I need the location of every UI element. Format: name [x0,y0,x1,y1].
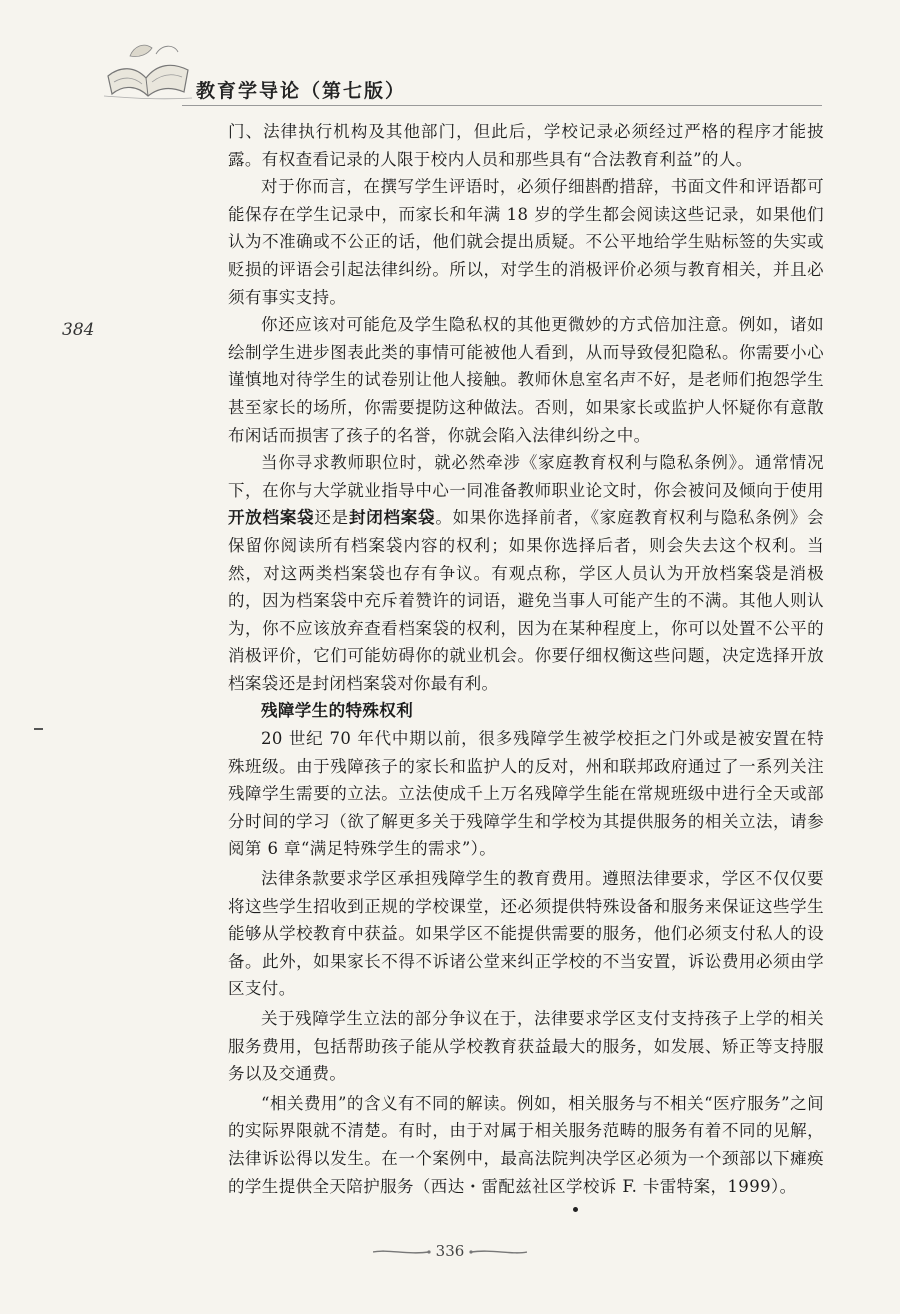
open-book-logo-icon [100,36,195,104]
left-ornament-icon [373,1248,431,1256]
body-text [228,118,824,1200]
paragraph-text: 还是 [314,508,349,528]
paragraph: 门、法律执行机构及其他部门，但此后，学校记录必须经过严格的程序才能披露。有权查看记录的人限于校内人员和那些具有“合法教育利益”的人。 [228,122,824,169]
print-speck [573,1207,578,1212]
paragraph-with-terms [228,449,824,697]
paragraph: 20 世纪 70 年代中期以前，很多残障学生被学校拒之门外或是被安置在特殊班级。由于残障孩子的家长和监护人的反对，州和联邦政府通过了一系列关注残障学生需要的立法。立法使成千上万名残障学生能在常规班级中进行全天或部分时间的学习（欲了解更多关于残障学生和学校为其提供服务的相关立法，请参阅第 6 章“满足特殊学生的需求”）。 [228,729,824,859]
right-ornament-icon [469,1248,527,1256]
paragraph: “相关费用”的含义有不同的解读。例如，相关服务与不相关“医疗服务”之间的实际界限就不清楚。有时，由于对属于相关服务范畴的服务有着不同的见解，法律诉讼得以发生。在一个案例中，最高法院判决学区必须为一个颈部以下瘫痪的学生提供全天陪护服务（西达・雷配兹社区学校诉 F. 卡雷特案，1999）。 [228,1093,824,1196]
paragraph: 你还应该对可能危及学生隐私权的其他更微妙的方式倍加注意。例如，诸如绘制学生进步图表此类的事情可能被他人看到，从而导致侵犯隐私。你需要小心谨慎地对待学生的试卷别让他人接触。教师休息室名声不好，是老师们抱怨学生甚至家长的场所，你需要提防这种做法。否则，如果家长或监护人怀疑你有意散布闲话而损害了孩子的名誉，你就会陷入法律纠纷之中。 [228,315,824,445]
paragraph: 关于残障学生立法的部分争议在于，法律要求学区支付支持孩子上学的相关服务费用，包括帮助孩子能从学校教育获益最大的服务，如发展、矫正等支持服务以及交通费。 [228,1009,824,1084]
running-header-title: 教育学导论（第七版） [196,80,407,102]
page-number: 336 [435,1242,465,1260]
paragraph: 对于你而言，在撰写学生评语时，必须仔细斟酌措辞，书面文件和评语都可能保存在学生记录中，而家长和年满 18 岁的学生都会阅读这些记录，如果他们认为不准确或不公正的话，他们就会提出质疑。不公平地给学生贴标签的失实或贬损的评语会引起法律纠纷。所以，对学生的消极评价必须与教育相关，并且必须有事实支持。 [228,177,824,307]
page-footer [0,1242,900,1260]
header-divider [182,105,822,106]
paragraph-text: 当你寻求教师职位时，就必然牵涉《家庭教育权利与隐私条例》。通常情况下，在你与大学就业指导中心一同准备教师职业论文时，你会被问及倾向于使用 [228,453,824,500]
paragraph-text: 。如果你选择前者，《家庭教育权利与隐私条例》会保留你阅读所有档案袋内容的权利；如果你选择后者，则会失去这个权利。当然，对这两类档案袋也存有争议。有观点称，学区人员认为开放档案袋是消极的，因为档案袋中充斥着赞许的词语，避免当事人可能产生的不满。其他人则认为，你不应该放弃查看档案袋的权利，因为在某种程度上，你可以处置不公平的消极评价，它们可能妨碍你的就业机会。你要仔细权衡这些问题，决定选择开放档案袋还是封闭档案袋对你最有利。 [228,508,825,693]
key-term-open-portfolio: 开放档案袋 [228,508,315,528]
section-heading: 残障学生的特殊权利 [261,701,414,721]
margin-page-reference: 384 [62,320,95,340]
paragraph: 法律条款要求学区承担残障学生的教育费用。遵照法律要求，学区不仅仅要将这些学生招收到正规的学校课堂，还必须提供特殊设备和服务来保证这些学生能够从学校教育中获益。如果学区不能提供需要的服务，他们必须支付私人的设备。此外，如果家长不得不诉诸公堂来纠正学校的不当安置，诉讼费用必须由学区支付。 [228,869,824,999]
key-term-closed-portfolio: 封闭档案袋 [348,508,436,528]
margin-mark [34,728,43,730]
